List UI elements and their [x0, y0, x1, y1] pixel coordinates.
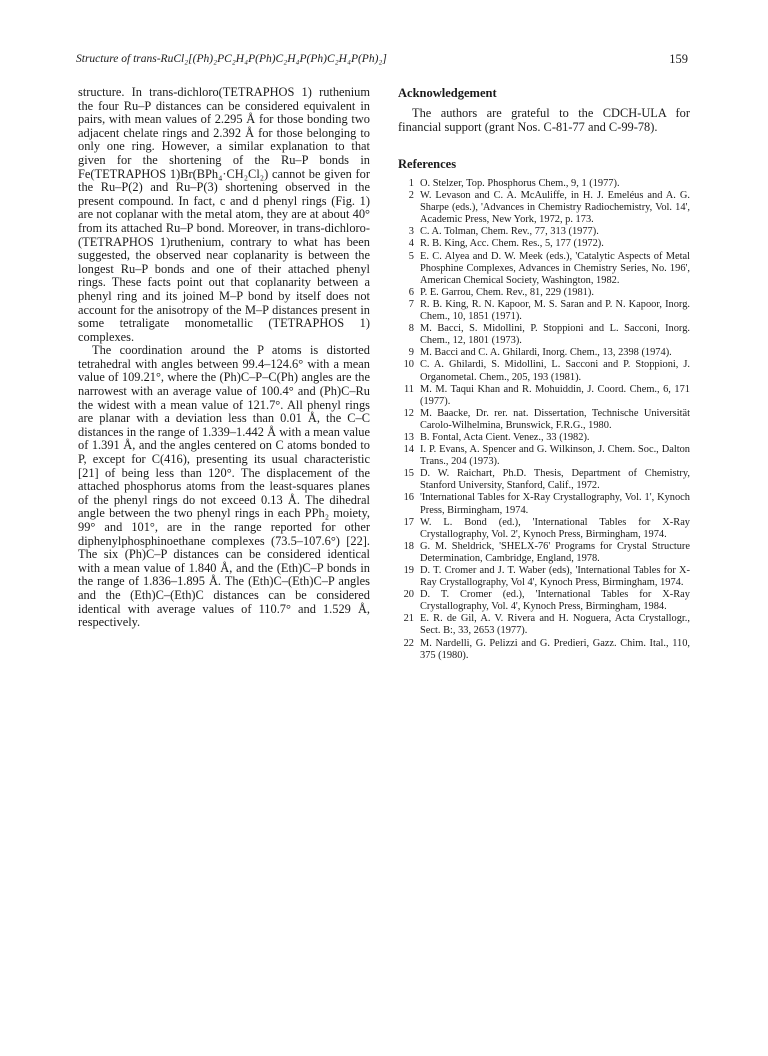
reference-number: 18 — [403, 540, 414, 552]
reference-text: D. W. Raichart, Ph.D. Thesis, Department of Chemistry, Stanford University, Stanford, Calif., 1972. — [420, 468, 690, 492]
reference-item — [398, 251, 690, 287]
reference-text: D. T. Cromer (ed.), 'International Tables for X-Ray Crystallography, Vol. 4', Kynoch Press, Birmingham, 1984. — [420, 589, 690, 613]
reference-text: P. E. Garrou, Chem. Rev., 81, 229 (1981). — [420, 286, 594, 298]
reference-text: C. A. Ghilardi, S. Midollini, L. Sacconi and P. Stoppioni, J. Organometal. Chem., 205, 193 (1981). — [420, 359, 690, 383]
reference-number: 13 — [403, 431, 414, 443]
reference-text: O. Stelzer, Top. Phosphorus Chem., 9, 1 (1977). — [420, 178, 620, 189]
reference-number: 21 — [403, 613, 414, 625]
reference-number: 9 — [408, 347, 414, 359]
reference-text: C. A. Tolman, Chem. Rev., 77, 313 (1977). — [420, 226, 599, 238]
body-paragraph: The coordination around the P atoms is distorted tetrahedral with angles between 99.4–124.6° with a mean value of 109.21°, where the (Ph)C–P–C(Ph) angles are the narrowest with an average value of 100.4° and (Ph)C–Ru the widest with a mean value of 121.7°. All phenyl rings are planar with a deviation less than 0.01 Å, the C–C distances in the range of 1.339–1.442 Å with a mean value of 1.391 Å, and the angles centered on C atoms bonded to P, except for C(416), presenting its usual characteristic [21] of being less than 120°. The displacement of the attached phosphorus atoms from the least-squares planes of the phenyl rings do not exceed 0.13 Å. The dihedral angle between the two phenyl rings in each PPh₂ moiety, 99° and 101°, are in the range reported for other diphenylphosphinoethane complexes (73.5–107.6°) [22]. The six (Ph)C–P distances can be considered identical with a mean value of 1.840 Å, and the (Eth)C–P bonds in the range of 1.836–1.895 Å. The (Eth)C–(Eth)C–P angles and the (Eth)C–(Eth)C distances can be considered identical with average values of 110.7° and 1.529 Å, respectively. — [78, 343, 370, 630]
reference-number: 3 — [408, 226, 414, 238]
reference-number: 5 — [408, 250, 414, 262]
reference-text: E. R. de Gil, A. V. Rivera and H. Noguera, Acta Crystallogr., Sect. B:, 33, 2653 (1977). — [420, 613, 690, 637]
reference-text: E. C. Alyea and D. W. Meek (eds.), 'Catalytic Aspects of Metal Phosphine Complexes, Advances in Chemistry Series, No. 196', American Chemical Society, Washington, 1982. — [420, 250, 690, 286]
reference-text: M. Baacke, Dr. rer. nat. Dissertation, Technische Universität Carolo-Wilhelmina, Brunswick, F.R.G., 1980. — [420, 407, 690, 431]
reference-item — [398, 492, 690, 516]
reference-item — [398, 638, 690, 662]
reference-number: 15 — [403, 468, 414, 480]
reference-number: 4 — [408, 238, 414, 250]
reference-item — [398, 384, 690, 408]
reference-number: 11 — [403, 383, 414, 395]
reference-text: D. T. Cromer and J. T. Waber (eds), 'International Tables for X-Ray Crystallography, Vol 4', Kynoch Press, Birmingham, 1974. — [420, 565, 690, 589]
reference-number: 12 — [403, 407, 414, 419]
reference-item — [398, 517, 690, 541]
reference-number: 16 — [403, 492, 414, 504]
page-number: 159 — [669, 52, 688, 66]
reference-number: 8 — [408, 323, 414, 335]
reference-text: B. Fontal, Acta Cient. Venez., 33 (1982). — [420, 431, 590, 443]
reference-text: W. L. Bond (ed.), 'International Tables for X-Ray Crystallography, Vol. 2', Kynoch Press, Birmingham, 1974. — [420, 516, 690, 540]
reference-number: 1 — [408, 178, 414, 189]
reference-number: 7 — [408, 298, 414, 310]
acknowledgement-text: The authors are grateful to the CDCH-ULA for financial support (grant Nos. C-81-77 and C-99-78). — [398, 106, 690, 134]
reference-number: 10 — [403, 359, 414, 371]
acknowledgement-heading: Acknowledgement — [398, 86, 497, 100]
left-column-body — [78, 86, 370, 630]
reference-text: M. Bacci and C. A. Ghilardi, Inorg. Chem., 13, 2398 (1974). — [420, 347, 672, 359]
reference-item — [398, 589, 690, 613]
references-heading: References — [398, 157, 457, 171]
reference-text: R. B. King, R. N. Kapoor, M. S. Saran and P. N. Kapoor, Inorg. Chem., 10, 1851 (1971). — [420, 298, 690, 323]
reference-item — [398, 408, 690, 432]
right-column — [398, 86, 690, 662]
reference-list — [398, 178, 690, 662]
reference-item — [398, 359, 690, 383]
reference-text: M. Bacci, S. Midollini, P. Stoppioni and L. Sacconi, Inorg. Chem., 12, 1801 (1973). — [420, 323, 690, 347]
body-paragraph: structure. In trans-dichloro(TETRAPHOS 1) ruthenium the four Ru–P distances can be considered equivalent in pairs, with mean values of 2.295 Å for those bonding two adjacent chelate rings and 2.392 Å for those belonging to only one ring. However, a similar explanation to that given for the shortening of the Ru–P bonds in Fe(TETRAPHOS 1)Br(BPh₄·CH₂Cl₂) cannot be given for the Ru–P(2) and Ru–P(3) shortening observed in the present compound. In fact, c and d phenyl rings (Fig. 1) are not coplanar with the metal atom, they are at about 40° from its attached Ru–P bond. Moreover, in trans-dichloro-(TETRAPHOS 1)ruthenium, contrary to what has been suggested, the observed near coplanarity is between the longest Ru–P bonds and one of their attached phenyl rings. These facts point out that coplanarity between a phenyl ring and its joined M–P bond by itself does not account for the anisotropy of the M–P distances present in some tetraligate monometallic (TETRAPHOS 1) complexes. — [78, 85, 370, 344]
reference-text: M. M. Taqui Khan and R. Mohuiddin, J. Coord. Chem., 6, 171 (1977). — [420, 383, 690, 407]
reference-number: 17 — [403, 516, 414, 528]
reference-number: 20 — [403, 589, 414, 601]
reference-text: 'International Tables for X-Ray Crystallography, Vol. 1', Kynoch Press, Birmingham, 1974. — [420, 492, 690, 516]
reference-item — [398, 541, 690, 565]
reference-item — [398, 238, 690, 250]
running-title: Structure of trans-RuCl₂[(Ph)₂PC₂H₄P(Ph)C₂H₄P(Ph)C₂H₄P(Ph)₂] — [76, 53, 387, 65]
reference-number: 19 — [403, 565, 414, 576]
reference-item — [398, 178, 690, 190]
reference-item — [398, 613, 690, 637]
reference-item — [398, 226, 690, 238]
reference-item — [398, 432, 690, 444]
reference-text: M. Nardelli, G. Pelizzi and G. Predieri, Gazz. Chim. Ital., 110, 375 (1980). — [420, 637, 690, 661]
reference-item — [398, 299, 690, 323]
reference-item — [398, 444, 690, 468]
reference-item — [398, 565, 690, 589]
reference-item — [398, 323, 690, 347]
reference-item — [398, 468, 690, 492]
reference-number: 22 — [403, 637, 414, 649]
reference-item — [398, 347, 690, 359]
reference-text: I. P. Evans, A. Spencer and G. Wilkinson, J. Chem. Soc., Dalton Trans., 204 (1973). — [420, 444, 690, 468]
reference-item — [398, 190, 690, 226]
reference-item — [398, 287, 690, 299]
reference-number: 6 — [408, 286, 414, 298]
reference-text: R. B. King, Acc. Chem. Res., 5, 177 (1972). — [420, 238, 604, 250]
reference-text: G. M. Sheldrick, 'SHELX-76' Programs for Crystal Structure Determination, Cambridge, England, 1978. — [420, 540, 690, 564]
reference-number: 2 — [408, 190, 414, 202]
reference-text: W. Levason and C. A. McAuliffe, in H. J. Emeléus and A. G. Sharpe (eds.), 'Advances in Chemistry Radiochemistry, Vol. 14', Academic Press, New York, 1972, p. 173. — [420, 190, 690, 226]
reference-number: 14 — [403, 444, 414, 456]
